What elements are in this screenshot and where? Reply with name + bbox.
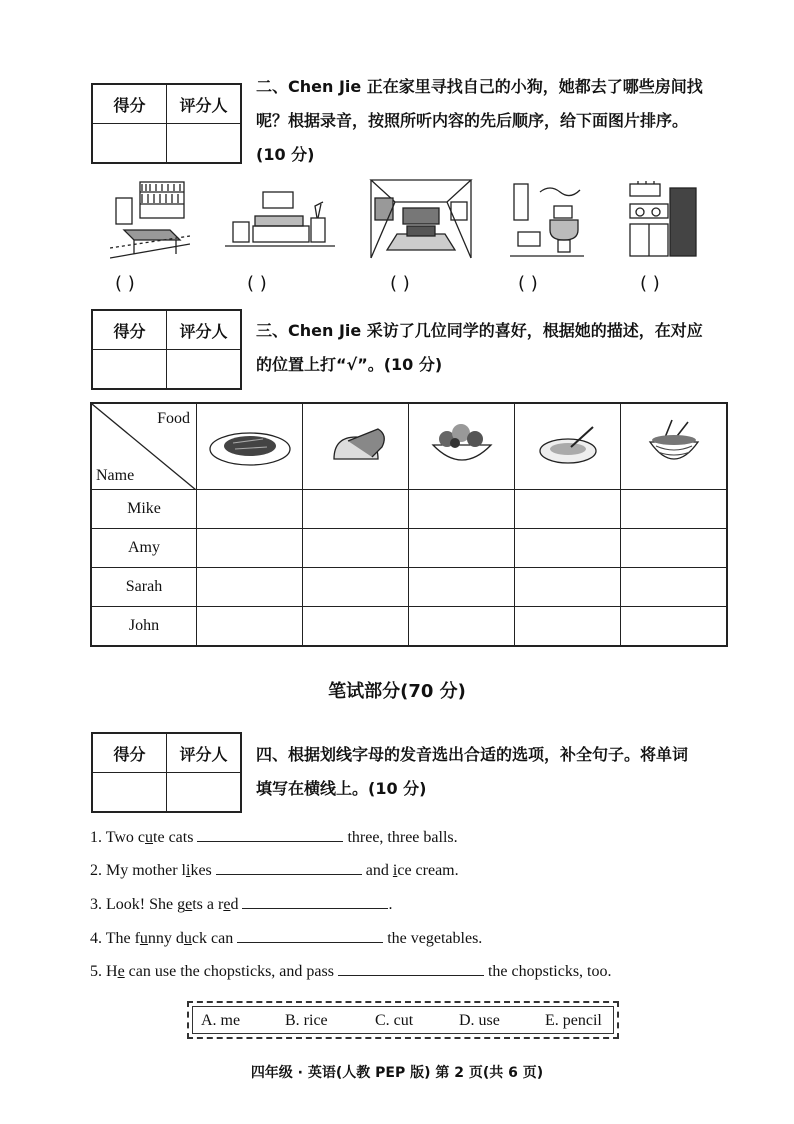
answer-blank-3[interactable]: [242, 894, 388, 909]
grader-cell[interactable]: [167, 350, 242, 390]
kitchen-icon: [626, 180, 700, 260]
answer-blank-1[interactable]: [197, 827, 343, 842]
score-box-q4: [91, 732, 242, 813]
vegetables-icon: [409, 403, 515, 489]
q4-line2: 填写在横线上。(10 分): [256, 779, 427, 798]
sentence-4: 4. The funny duck can the vegetables.: [90, 930, 483, 947]
answer-blank-4[interactable]: [237, 928, 383, 943]
beef-icon: [197, 403, 303, 489]
name-cell-john: John: [91, 606, 197, 646]
option-b: B. rice: [285, 1012, 328, 1029]
score-box-q3: [91, 309, 242, 390]
score-box-q2: [91, 83, 242, 164]
order-blank-5[interactable]: ( ): [640, 273, 660, 294]
q2-line1: 二、Chen Jie 正在家里寻找自己的小狗，她都去了哪些房间找: [256, 77, 703, 96]
name-cell-amy: Amy: [91, 528, 197, 567]
score-cell[interactable]: [92, 124, 167, 164]
q2-line3: (10 分): [256, 145, 315, 164]
check-cell[interactable]: [303, 528, 409, 567]
check-cell[interactable]: [303, 606, 409, 646]
score-cell[interactable]: [92, 773, 167, 813]
score-label: 得分: [92, 733, 167, 773]
sentence-5: 5. He can use the chopsticks, and pass the chopsticks, too.: [90, 963, 612, 980]
header-food: Food: [157, 410, 190, 427]
sentence-2: 2. My mother likes and ice cream.: [90, 862, 459, 879]
q4-line1: 四、根据划线字母的发音选出合适的选项，补全句子。将单词: [256, 745, 689, 764]
check-cell[interactable]: [303, 567, 409, 606]
soup-icon: [515, 403, 621, 489]
order-blank-2[interactable]: ( ): [247, 273, 267, 294]
food-preference-table: [90, 402, 728, 647]
grader-cell[interactable]: [167, 124, 242, 164]
check-cell[interactable]: [621, 528, 728, 567]
q2-line2: 呢？根据录音，按照所听内容的先后顺序，给下面图片排序。: [256, 111, 689, 130]
grader-label: 评分人: [167, 733, 242, 773]
check-cell[interactable]: [409, 528, 515, 567]
q3-line1: 三、Chen Jie 采访了几位同学的喜好，根据她的描述，在对应: [256, 321, 703, 340]
score-label: 得分: [92, 84, 167, 124]
living-room-icon: [367, 178, 475, 260]
options-box: [187, 1001, 619, 1039]
check-cell[interactable]: [621, 567, 728, 606]
q3-instructions: [256, 314, 703, 382]
noodles-icon: [621, 403, 728, 489]
check-cell[interactable]: [409, 606, 515, 646]
order-blank-3[interactable]: ( ): [390, 273, 410, 294]
study-icon: [110, 178, 190, 260]
grader-label: 评分人: [167, 84, 242, 124]
check-cell[interactable]: [197, 528, 303, 567]
check-cell[interactable]: [197, 489, 303, 528]
grader-label: 评分人: [167, 310, 242, 350]
bathroom-icon: [510, 180, 584, 260]
check-cell[interactable]: [409, 567, 515, 606]
sentence-3: 3. Look! She gets a red .: [90, 896, 393, 913]
check-cell[interactable]: [197, 567, 303, 606]
grader-cell[interactable]: [167, 773, 242, 813]
option-e: E. pencil: [545, 1012, 602, 1029]
option-a: A. me: [201, 1012, 241, 1029]
check-cell[interactable]: [621, 606, 728, 646]
bedroom-icon: [225, 188, 335, 250]
answer-blank-2[interactable]: [216, 860, 362, 875]
option-d: D. use: [459, 1012, 500, 1029]
header-name: Name: [96, 466, 135, 484]
q3-line2: 的位置上打“√”。(10 分): [256, 355, 443, 374]
page-footer: 四年级 · 英语(人教 PEP 版) 第 2 页(共 6 页): [250, 1065, 544, 1081]
written-section-title: 笔试部分(70 分): [328, 681, 466, 702]
check-cell[interactable]: [409, 489, 515, 528]
q4-instructions: [256, 738, 688, 806]
diagonal-header-cell: [91, 403, 197, 489]
check-cell[interactable]: [303, 489, 409, 528]
name-cell-mike: Mike: [91, 489, 197, 528]
order-blank-4[interactable]: ( ): [518, 273, 538, 294]
check-cell[interactable]: [515, 606, 621, 646]
check-cell[interactable]: [197, 606, 303, 646]
score-cell[interactable]: [92, 350, 167, 390]
score-label: 得分: [92, 310, 167, 350]
order-blank-1[interactable]: ( ): [115, 273, 135, 294]
q2-instructions: [256, 70, 703, 172]
option-c: C. cut: [375, 1012, 414, 1029]
sentence-1: 1. Two cute cats three, three balls.: [90, 829, 458, 846]
answer-blank-5[interactable]: [338, 961, 484, 976]
check-cell[interactable]: [515, 489, 621, 528]
check-cell[interactable]: [515, 528, 621, 567]
check-cell[interactable]: [621, 489, 728, 528]
name-cell-sarah: Sarah: [91, 567, 197, 606]
check-cell[interactable]: [515, 567, 621, 606]
bread-icon: [303, 403, 409, 489]
